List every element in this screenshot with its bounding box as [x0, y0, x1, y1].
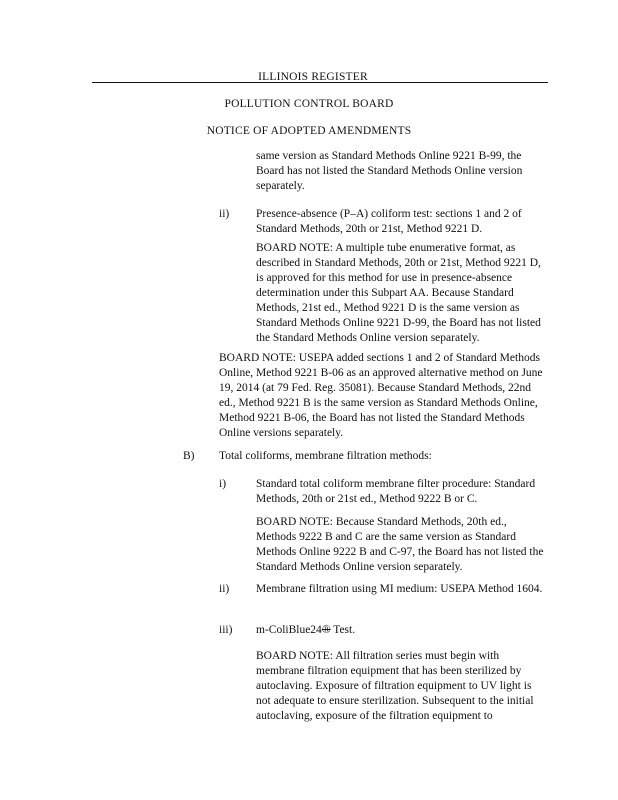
item-B-label: B) [183, 450, 195, 462]
board-note-2: BOARD NOTE: USEPA added sections 1 and 2 of Standard Methods Online, Method 9221 B-06 as an approved alternative method on June 19, 2014 (at 79 Fed. Reg. 35081). Because Standard Methods, 22nd ed., Method 9221 B is the same version as Standard Methods Online, Method 9221 B-06, the Board has not listed the Standard Methods Online versions separately. [219, 352, 543, 439]
item-B-ii-text: Membrane filtration using MI medium: USEPA Method 1604. [256, 583, 543, 595]
continued-paragraph: same version as Standard Methods Online 9221 B-99, the Board has not listed the Standard Methods Online version separately. [256, 150, 523, 192]
item-B-iii-text: m-ColiBlue24® Test. [256, 624, 356, 636]
item-B-iii-label: iii) [219, 624, 233, 636]
board-note-4: BOARD NOTE: All filtration series must begin with membrane filtration equipment that has been sterilized by autoclaving. Exposure of filtration equipment to UV light is not adequate to ensure sterilization. Subsequent to the initial autoclaving, exposure of the filtration equipment to [256, 650, 534, 722]
board-note-3: BOARD NOTE: Because Standard Methods, 20th ed., Methods 9222 B and C are the same version as Standard Methods Online 9222 B and C-97, the Board has not listed the Standard Methods Online version separately. [256, 516, 544, 573]
board-note-1: BOARD NOTE: A multiple tube enumerative format, as described in Standard Methods, 20th or 21st, Method 9221 D, is approved for this method for use in presence-absence determination under this Subpart AA. Because Standard Methods, 21st ed., Method 9221 D is the same version as Standard Methods Online 9221 D-99, the Board has not listed the Standard Methods Online version separately. [256, 242, 541, 344]
item-B-i-text: Standard total coliform membrane filter procedure: Standard Methods, 20th or 21st ed., Method 9222 B or C. [256, 478, 536, 505]
amended-mark: ® [321, 624, 331, 636]
item-B-i-label: i) [219, 478, 227, 490]
item-ii-label: ii) [219, 208, 230, 220]
notice-title: NOTICE OF ADOPTED AMENDMENTS [206, 125, 412, 137]
item-ii-text: Presence-absence (P–A) coliform test: sections 1 and 2 of Standard Methods, 20th or 21st, Method 9221 D. [256, 208, 522, 235]
item-B-text: Total coliforms, membrane filtration methods: [219, 450, 432, 462]
register-title: ILLINOIS REGISTER [258, 71, 368, 83]
board-title: POLLUTION CONTROL BOARD [224, 98, 394, 110]
item-B-ii-label: ii) [219, 583, 230, 595]
